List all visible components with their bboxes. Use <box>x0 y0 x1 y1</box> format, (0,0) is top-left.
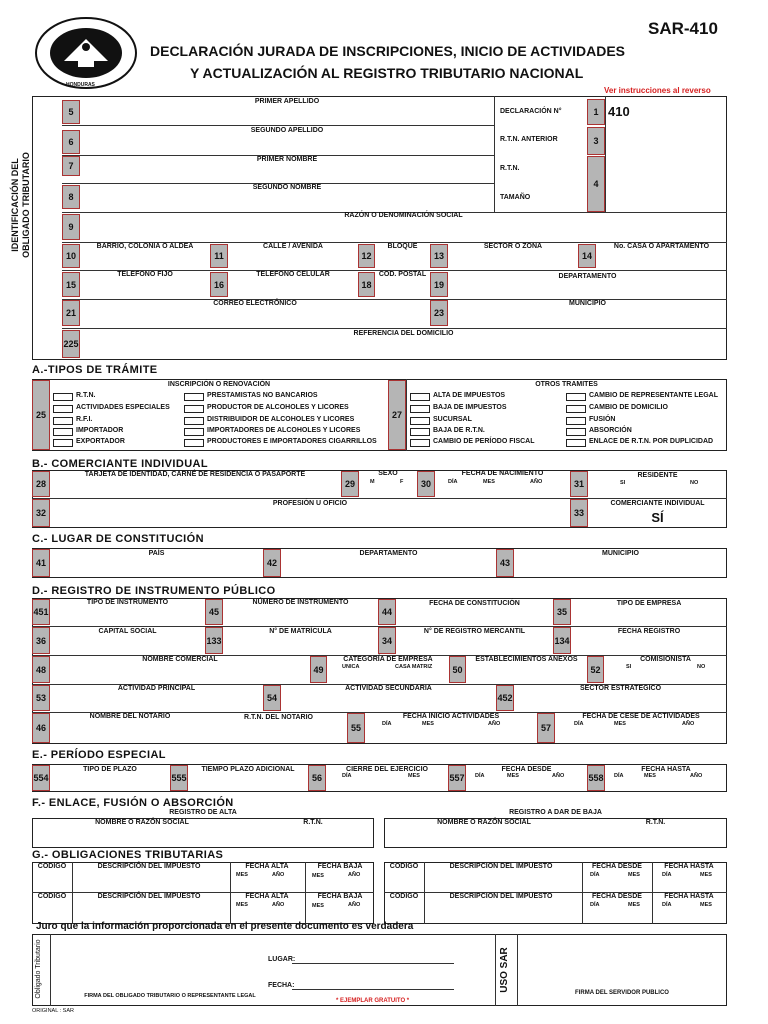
label-matricula: N° DE MATRÍCULA <box>269 628 332 635</box>
field-num: 452 <box>496 685 514 711</box>
tramite-option-label: PRODUCTOR DE ALCOHOLES Y LICORES <box>207 404 349 411</box>
tramite-option-label: ABSORCIÓN <box>589 427 632 434</box>
identification-side-label: IDENTIFICACIÓN DEL OBLIGADO TRIBUTARIO <box>10 152 31 258</box>
tramite-checkbox[interactable] <box>566 428 586 436</box>
field-num: 45 <box>205 599 223 625</box>
label-mes: MES <box>644 773 656 779</box>
label-tipo-empresa: TIPO DE EMPRESA <box>616 600 682 607</box>
tramite-option-label: PRESTAMISTAS NO BANCARIOS <box>207 392 318 399</box>
label-fecha-cese: FECHA DE CESE DE ACTIVIDADES <box>582 713 700 720</box>
tramite-checkbox[interactable] <box>410 439 430 447</box>
field-num: 4 <box>587 156 605 212</box>
label-nombre-alta: NOMBRE O RAZÓN SOCIAL <box>95 819 189 826</box>
label-cod-postal: COD. POSTAL <box>378 271 427 278</box>
label-codigo: CODIGO <box>37 893 67 900</box>
tramite-option-label: SUCURSAL <box>433 416 472 423</box>
label-declaracion: DECLARACIÓN N° <box>500 108 562 115</box>
field-num: 55 <box>347 713 365 743</box>
tramite-checkbox[interactable] <box>184 417 204 425</box>
label-mes: MES <box>312 903 324 909</box>
label-si-d: SI <box>626 664 632 670</box>
tramite-option-label: ACTIVIDADES ESPECIALES <box>76 404 170 411</box>
tramite-checkbox[interactable] <box>410 417 430 425</box>
label-actividad-principal: ACTIVIDAD PRINCIPAL <box>117 685 196 692</box>
tramite-option-label: IMPORTADOR <box>76 427 124 434</box>
field-num: 555 <box>170 765 188 791</box>
tramite-checkbox[interactable] <box>184 439 204 447</box>
tramite-option-label: ENLACE DE R.T.N. POR DUPLICIDAD <box>589 438 714 445</box>
field-num: 29 <box>341 471 359 497</box>
tramite-checkbox[interactable] <box>53 439 73 447</box>
field-num: 1 <box>587 99 605 125</box>
label-ano: AÑO <box>348 872 361 878</box>
field-num: 57 <box>537 713 555 743</box>
field-num: 10 <box>62 244 80 268</box>
field-num: 15 <box>62 272 80 297</box>
label-ano: AÑO <box>682 721 695 727</box>
field-num: 14 <box>578 244 596 268</box>
tramite-checkbox[interactable] <box>410 393 430 401</box>
label-casa-matriz: CASA MATRIZ <box>395 664 433 670</box>
field-num: 27 <box>388 380 406 450</box>
field-num: 554 <box>32 765 50 791</box>
field-num: 11 <box>210 244 228 268</box>
label-fecha-desde: FECHA DESDE <box>592 893 642 900</box>
field-num: 46 <box>32 713 50 743</box>
section-a-title: A.-TIPOS DE TRÁMITE <box>32 364 158 376</box>
label-sector-estrategico: SECTOR ESTRATEGICO <box>579 685 662 692</box>
tramite-option-label: CAMBIO DE REPRESENTANTE LEGAL <box>589 392 718 399</box>
label-rtn-notario: R.T.N. DEL NOTARIO <box>244 714 313 721</box>
label-profesion: PROFESIÓN U OFICIO <box>272 500 348 507</box>
seal-text-bottom: HONDURAS <box>66 82 95 88</box>
field-num: 16 <box>210 272 228 297</box>
field-num: 52 <box>587 656 604 683</box>
label-comerciante-individual: COMERCIANTE INDIVIDUAL <box>610 500 705 507</box>
field-num: 50 <box>449 656 466 683</box>
tramite-option-label: BAJA DE R.T.N. <box>433 427 485 434</box>
label-fecha-hasta: FECHA HASTA <box>641 766 691 773</box>
field-num: 5 <box>62 100 80 124</box>
label-dia: DÍA <box>342 773 352 779</box>
field-num: 53 <box>32 685 50 711</box>
label-si: SI <box>620 480 626 486</box>
tramite-option-label: FUSIÓN <box>589 416 616 423</box>
label-fecha-registro: FECHA REGISTRO <box>617 628 681 635</box>
label-barrio: BARRIO, COLONIA O ALDEA <box>96 243 194 250</box>
section-f-title: F.- ENLACE, FUSIÓN O ABSORCIÓN <box>32 797 234 809</box>
label-registro-alta: REGISTRO DE ALTA <box>169 809 237 816</box>
label-mes: MES <box>483 479 495 485</box>
label-actividad-secundaria: ACTIVIDAD SECUNDARIA <box>345 685 432 692</box>
field-num: 56 <box>308 765 326 791</box>
label-dia: DÍA <box>614 773 624 779</box>
field-num: 225 <box>62 330 80 358</box>
label-tiempo-plazo: TIEMPO PLAZO ADICIONAL <box>201 766 295 773</box>
field-num: 42 <box>263 549 281 577</box>
label-f: F <box>400 479 404 485</box>
label-dia: DÍA <box>590 872 600 878</box>
tramite-checkbox[interactable] <box>184 393 204 401</box>
tramite-option-label: BAJA DE IMPUESTOS <box>433 404 507 411</box>
section-c-title: C.- LUGAR DE CONSTITUCIÓN <box>32 533 204 545</box>
field-num: 25 <box>32 380 50 450</box>
label-ano: AÑO <box>552 773 565 779</box>
label-dia: DÍA <box>382 721 392 727</box>
label-ano: AÑO <box>348 902 361 908</box>
identification-block <box>32 96 727 360</box>
label-dia: DÍA <box>448 479 458 485</box>
tramite-option-label: IMPORTADORES DE ALCOHOLES Y LICORES <box>207 427 361 434</box>
field-num: 33 <box>570 499 588 527</box>
field-num: 43 <box>496 549 514 577</box>
label-fecha-inicio: FECHA INICIO ACTIVIDADES <box>402 713 500 720</box>
label-fecha-desde: FECHA DESDE <box>592 863 642 870</box>
label-rtn: R.T.N. <box>500 165 520 172</box>
label-comisionista: COMISIONISTA <box>640 656 691 663</box>
label-lugar: LUGAR: <box>268 956 296 963</box>
field-num: 23 <box>430 300 448 326</box>
label-telefono-celular: TELEFONO CELULAR <box>256 271 330 278</box>
label-tamano: TAMAÑO <box>500 194 531 201</box>
label-codigo: CODIGO <box>37 863 67 870</box>
label-mes: MES <box>614 721 626 727</box>
label-mes: MES <box>700 872 712 878</box>
label-fecha-baja: FECHA BAJA <box>317 863 363 870</box>
field-num: 54 <box>263 685 281 711</box>
obligado-side-label: Obligado Tributario <box>35 939 42 999</box>
label-dia: DÍA <box>662 902 672 908</box>
label-fecha-alta: FECHA ALTA <box>245 893 289 900</box>
tramite-checkbox[interactable] <box>53 417 73 425</box>
label-descripcion-impuesto: DESCRIPCIÓN DEL IMPUESTO <box>97 863 201 870</box>
label-calle: CALLE / AVENIDA <box>263 243 323 250</box>
comerciante-value[interactable]: SÍ <box>651 510 664 525</box>
firma-servidor-label: FIRMA DEL SERVIDOR PUBLICO <box>575 990 669 996</box>
label-pais: PAÍS <box>148 550 165 557</box>
label-fecha-nacimiento: FECHA DE NACIMIENTO <box>461 470 544 477</box>
label-establecimientos: ESTABLECIMIENTOS ANEXOS <box>475 656 578 663</box>
label-primer-nombre: PRIMER NOMBRE <box>256 156 318 163</box>
label-rtn-baja: R.T.N. <box>645 819 666 826</box>
label-correo: CORREO ELECTRÓNICO <box>213 300 297 307</box>
field-num: 48 <box>32 656 50 683</box>
form-title-line-1: DECLARACIÓN JURADA DE INSCRIPCIONES, INICIO DE ACTIVIDADES <box>150 43 626 59</box>
tramite-checkbox[interactable] <box>53 393 73 401</box>
tramite-option-label: PRODUCTORES E IMPORTADORES CIGARRILLOS <box>207 438 377 445</box>
label-casa: No. CASA O APARTAMENTO <box>613 243 710 250</box>
field-num: 32 <box>32 499 50 527</box>
field-num: 558 <box>587 765 605 791</box>
label-rtn-alta: R.T.N. <box>303 819 323 826</box>
label-codigo: CODIGO <box>389 893 419 900</box>
tramite-option-label: R.T.N. <box>76 392 96 399</box>
tramite-option-label: DISTRIBUIDOR DE ALCOHOLES Y LICORES <box>207 416 355 423</box>
label-fecha-constitucion: FECHA DE CONSTITUCIÓN <box>429 600 520 607</box>
field-num: 35 <box>553 599 571 625</box>
label-segundo-apellido: SEGUNDO APELLIDO <box>250 127 324 134</box>
label-fecha-hasta: FECHA HASTA <box>664 893 714 900</box>
tramite-checkbox[interactable] <box>566 439 586 447</box>
field-num: 557 <box>448 765 466 791</box>
field-num: 18 <box>358 272 375 297</box>
label-fecha-firma: FECHA: <box>268 982 295 989</box>
label-ano: AÑO <box>530 479 543 485</box>
label-mes: MES <box>422 721 434 727</box>
field-num: 30 <box>417 471 435 497</box>
label-ano: AÑO <box>690 773 703 779</box>
label-tarjeta-identidad: TARJETA DE IDENTIDAD, CARNÉ DE RESIDENCIA O PASAPORTE <box>84 471 306 478</box>
label-segundo-nombre: SEGUNDO NOMBRE <box>252 184 322 191</box>
tramite-checkbox[interactable] <box>53 405 73 413</box>
ejemplar-gratuito: * EJEMPLAR GRATUITO * <box>336 998 410 1004</box>
tramite-checkbox[interactable] <box>410 428 430 436</box>
label-sexo: SEXO <box>378 470 398 477</box>
label-razon-social: RAZÓN O DENOMINACIÓN SOCIAL <box>344 212 463 219</box>
label-telefono-fijo: TELEFONO FIJO <box>117 271 173 278</box>
field-num: 21 <box>62 300 80 326</box>
label-numero-instrumento: NÚMERO DE INSTRUMENTO <box>252 599 349 606</box>
tramite-option-label: R.F.I. <box>76 416 93 423</box>
label-cierre-ejercicio: CIERRE DEL EJERCICIO <box>346 766 428 773</box>
section-e-title: E.- PERÍODO ESPECIAL <box>32 749 166 761</box>
label-bloque: BLOQUE <box>387 243 418 250</box>
tramite-option-label: ALTA DE IMPUESTOS <box>433 392 506 399</box>
field-num: 41 <box>32 549 50 577</box>
label-primer-apellido: PRIMER APELLIDO <box>254 98 320 105</box>
label-descripcion-impuesto: DESCRIPCIÓN DEL IMPUESTO <box>97 893 201 900</box>
tramite-checkbox[interactable] <box>184 428 204 436</box>
label-dia: DÍA <box>590 902 600 908</box>
declaracion-value[interactable]: 410 <box>608 104 630 119</box>
field-num: 34 <box>378 627 396 654</box>
field-num: 31 <box>570 471 588 497</box>
label-nombre-notario: NOMBRE DEL NOTARIO <box>89 713 171 720</box>
field-num: 6 <box>62 130 80 154</box>
label-registro-baja: REGISTRO A DAR DE BAJA <box>509 809 602 816</box>
label-inscripcion: INSCRIPCIÓN O RENOVACIÓN <box>167 381 271 388</box>
section-d-title: D.- REGISTRO DE INSTRUMENTO PÚBLICO <box>32 585 276 597</box>
field-num: 8 <box>62 185 80 209</box>
label-rtn-anterior: R.T.N. ANTERIOR <box>500 136 558 143</box>
label-m: M <box>370 479 375 485</box>
label-ano: AÑO <box>272 902 285 908</box>
tramite-checkbox[interactable] <box>566 393 586 401</box>
label-unica: UNICA <box>342 664 360 670</box>
label-tipo-instrumento: TIPO DE INSTRUMENTO <box>86 599 169 606</box>
label-categoria-empresa: CATEGORÍA DE EMPRESA <box>343 656 433 663</box>
tramite-option-label: EXPORTADOR <box>76 438 125 445</box>
declaration-statement: Juro que la información proporcionada en el presente documento es verdadera <box>36 921 414 932</box>
field-num: 36 <box>32 627 50 654</box>
label-tipo-plazo: TIPO DE PLAZO <box>83 766 137 773</box>
label-dia: DÍA <box>574 721 584 727</box>
label-capital-social: CAPITAL SOCIAL <box>98 628 157 635</box>
label-no: NO <box>690 480 699 486</box>
instructions-note: Ver instrucciones al reverso <box>604 86 711 95</box>
label-no-d: NO <box>697 664 706 670</box>
label-mes: MES <box>236 872 248 878</box>
field-num: 451 <box>32 599 50 625</box>
label-nombre-comercial: NOMBRE COMERCIAL <box>142 656 218 663</box>
field-num: 12 <box>358 244 375 268</box>
tramite-checkbox[interactable] <box>184 405 204 413</box>
field-num: 9 <box>62 214 80 240</box>
label-otros-tramites: OTROS TRAMITES <box>535 381 598 388</box>
tramite-checkbox[interactable] <box>566 417 586 425</box>
section-g-title: G.- OBLIGACIONES TRIBUTARIAS <box>32 849 224 861</box>
label-departamento-c: DEPARTAMENTO <box>359 550 418 557</box>
label-municipio-c: MUNICIPIO <box>602 550 639 557</box>
label-mes: MES <box>507 773 519 779</box>
section-b-title: B.- COMERCIANTE INDIVIDUAL <box>32 458 209 470</box>
tramite-option-label: CAMBIO DE DOMICILIO <box>589 404 668 411</box>
field-num: 49 <box>310 656 327 683</box>
field-num: 3 <box>587 127 605 155</box>
tramite-option-label: CAMBIO DE PERÍODO FISCAL <box>433 438 535 445</box>
label-mes: MES <box>236 902 248 908</box>
label-mes: MES <box>628 872 640 878</box>
tramite-checkbox[interactable] <box>410 405 430 413</box>
label-municipio: MUNICIPIO <box>569 300 606 307</box>
tramite-checkbox[interactable] <box>53 428 73 436</box>
field-num: 19 <box>430 272 448 297</box>
label-codigo: CODIGO <box>389 863 419 870</box>
label-fecha-desde: FECHA DESDE <box>501 766 552 773</box>
label-mes: MES <box>408 773 420 779</box>
field-num: 28 <box>32 471 50 497</box>
label-ano: AÑO <box>272 872 285 878</box>
label-mes: MES <box>628 902 640 908</box>
label-departamento: DEPARTAMENTO <box>558 273 617 280</box>
field-num: 44 <box>378 599 396 625</box>
label-fecha-hasta: FECHA HASTA <box>664 863 714 870</box>
label-referencia: REFERENCIA DEL DOMICILIO <box>353 330 454 337</box>
label-dia: DÍA <box>662 872 672 878</box>
field-num: 134 <box>553 627 571 654</box>
label-mes: MES <box>312 873 324 879</box>
label-descripcion-impuesto-r: DESCRIPCION DEL IMPUESTO <box>449 863 553 870</box>
label-ano: AÑO <box>488 721 501 727</box>
label-fecha-baja: FECHA BAJA <box>317 893 363 900</box>
label-mes: MES <box>700 902 712 908</box>
label-fecha-alta: FECHA ALTA <box>245 863 289 870</box>
original-sar: ORIGINAL : SAR <box>32 1008 74 1014</box>
label-dia: DÍA <box>475 773 485 779</box>
form-title-line-2: Y ACTUALIZACIÓN AL REGISTRO TRIBUTARIO NACIONAL <box>190 65 584 81</box>
label-descripcion-impuesto-r: DESCRIPCION DEL IMPUESTO <box>449 893 553 900</box>
uso-sar-label: USO SAR <box>499 947 510 993</box>
label-nombre-baja: NOMBRE O RAZÓN SOCIAL <box>437 819 531 826</box>
sar-seal-logo <box>34 17 138 89</box>
label-sector: SECTOR O ZONA <box>483 243 543 250</box>
tramite-checkbox[interactable] <box>566 405 586 413</box>
firma-obligado-label: FIRMA DEL OBLIGADO TRIBUTARIO O REPRESENTANTE LEGAL <box>84 993 256 999</box>
field-num: 13 <box>430 244 448 268</box>
field-num: 133 <box>205 627 223 654</box>
form-code: SAR-410 <box>648 19 718 38</box>
label-residente: RESIDENTE <box>637 472 678 479</box>
field-num: 7 <box>62 156 80 176</box>
label-registro-mercantil: N° DE REGISTRO MERCANTIL <box>423 628 526 635</box>
